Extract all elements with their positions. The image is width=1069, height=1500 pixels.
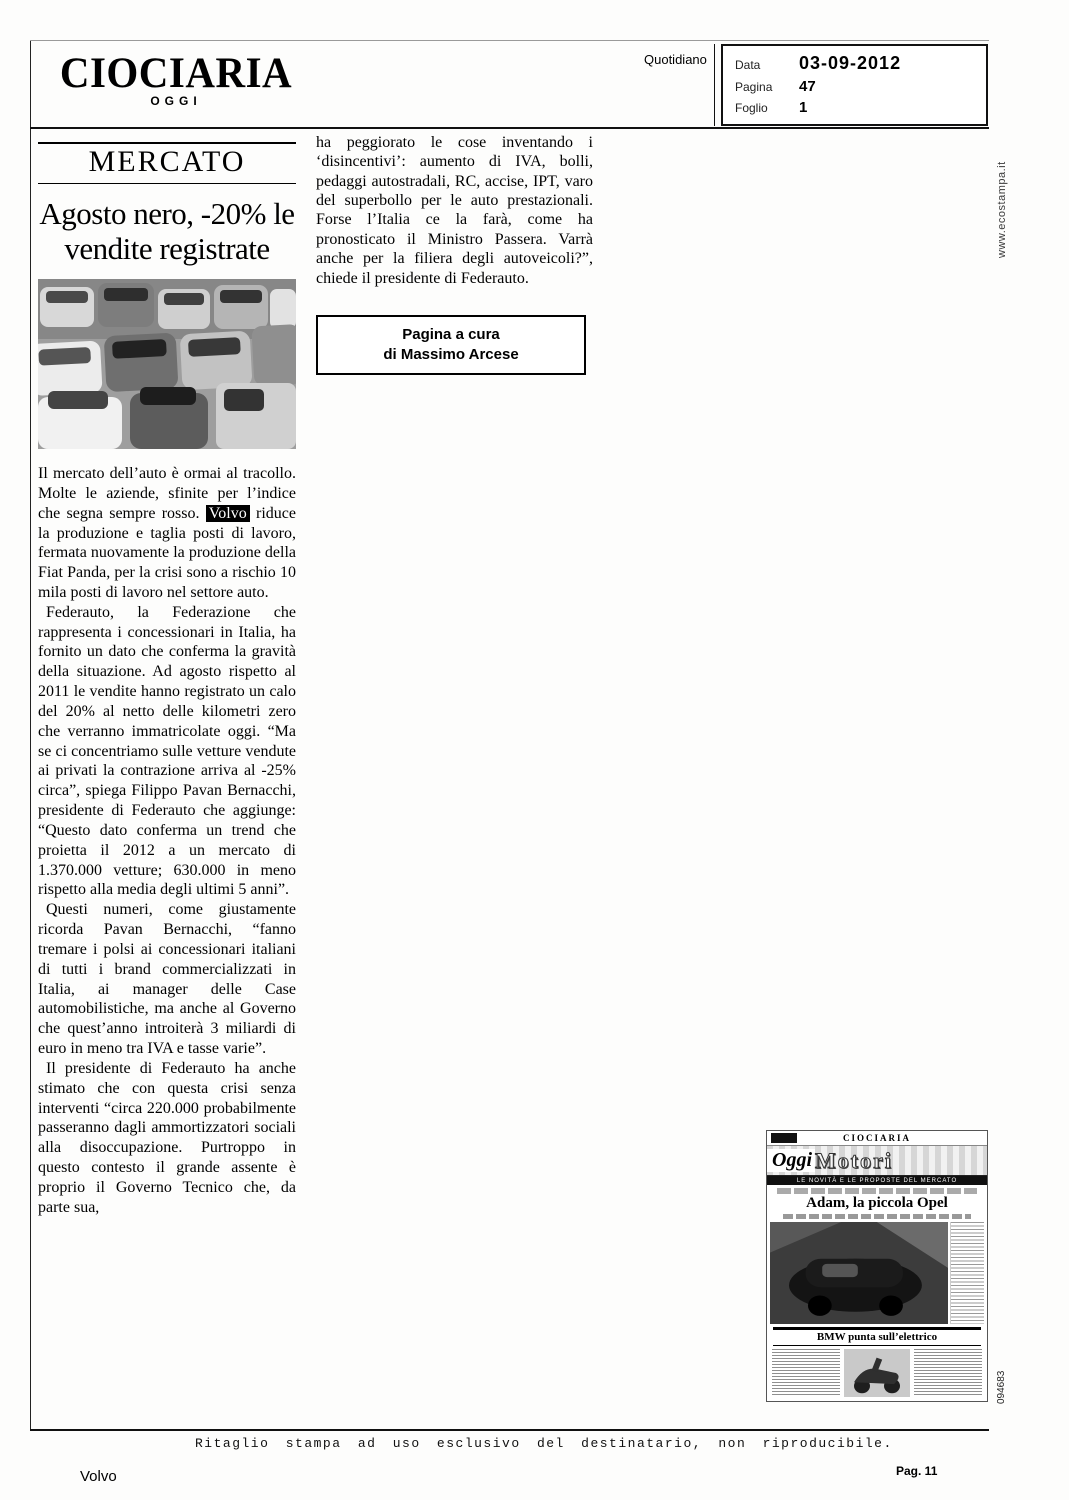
article-paragraph: Federauto, la Federazione che rappresenta i concessionari in Italia, ha fornito un dato che conferma la gravità della situazione. Ad agosto rispetto al 2011 le vendite hanno registrato un calo del 20% al netto delle kilometri zero che verranno immatricolate oggi. “Ma se ci concentriamo sulle vetture vendute ai privati la contrazione arriva al -25% circa”, spiega Filippo Pavan Bernacchi, presidente di Federauto che aggiunge: “Questo dato conferma un trend che proietta il 2012 a un mercato di 1.370.000 vetture; 630.000 in meno rispetto alla media degli ultimi 5 anni”. <box>38 603 296 899</box>
newspaper-logo-subtitle: OGGI <box>150 94 202 108</box>
left-frame-line <box>30 40 31 1430</box>
thumb-subheadline-line <box>783 1214 971 1219</box>
thumb-headline: Adam, la piccola Opel <box>806 1195 948 1211</box>
byline-line2: di Massimo Arcese <box>383 346 519 364</box>
article-left-column <box>38 142 296 1218</box>
meta-label-data: Data <box>735 58 761 72</box>
meta-row-pagina <box>735 78 976 95</box>
article-body <box>38 464 296 1217</box>
page-reference: Pag. 11 <box>896 1464 938 1478</box>
thumb-car-photo <box>770 1222 948 1324</box>
thumb-masthead <box>767 1146 987 1176</box>
thumb-bmw-headline: BMW punta sull’elettrico <box>773 1327 981 1346</box>
thumb-text-column <box>772 1349 840 1397</box>
header-divider <box>30 127 989 129</box>
article-lead-paragraph <box>38 464 296 603</box>
thumb-text-column <box>914 1349 982 1397</box>
lead-text-after: riduce la produzione e taglia posti di lavoro, fermata nuovamente la produzione della Fiat Panda, per la crisi sono a rischio 10 mila posti di lavoro nel settore auto. <box>38 504 296 601</box>
thumb-smalltext-line <box>777 1188 977 1194</box>
meta-value-foglio: 1 <box>799 99 808 116</box>
highlighted-keyword: Volvo <box>206 505 250 522</box>
meta-value-pagina: 47 <box>799 78 816 95</box>
thumb-mini-masthead: CIOCIARIA <box>842 1133 911 1143</box>
thumb-scooter-photo <box>844 1349 910 1397</box>
ecostampa-watermark: www.ecostampa.it <box>996 161 1008 258</box>
meta-value-data: 03-09-2012 <box>799 53 902 73</box>
article-paragraph: Questi numeri, come giustamente ricorda Pavan Bernacchi, “fanno tremare i polsi ai concessionari italiani di tutti i brand commercializzati in Italia, ai manager delle Case automobilistiche, ma anche al Governo che quest’anno introiterà 3 miliardi di euro in meno tra IVA e tasse varie”. <box>38 901 296 1058</box>
thumb-logo-block <box>771 1133 797 1143</box>
article-middle-column <box>316 133 593 375</box>
thumb-bottom-row <box>767 1346 987 1400</box>
clipping-keyword: Volvo <box>80 1468 117 1485</box>
meta-label-pagina: Pagina <box>735 80 773 94</box>
publication-type-label: Quotidiano <box>644 52 707 67</box>
related-page-thumbnail <box>766 1130 988 1402</box>
article-kicker: MERCATO <box>38 142 296 184</box>
article-continuation: ha peggiorato le cose inventando i ‘disincentivi’: aumento di IVA, bolli, pedaggi autostradali, RC, accise, IPT, varo del superbollo per le auto prestazionali. Forse l’Italia ce la farà, come ha pronosticato il Ministro Passera. Varrà anche per la filiera degli autoveicoli?”, chiede il presidente di Federauto. <box>316 134 593 287</box>
byline-line1: Pagina a cura <box>402 325 500 343</box>
article-paragraph: Il presidente di Federauto ha anche stimato che con questa crisi senza interventi “circa 220.000 probabilmente passeranno dagli ammortizzatori sociali alla disoccupazione. Purtroppo in questo contesto il grande assente è proprio il Governo Tecnico che, da parte sua, <box>38 1059 296 1216</box>
byline-box <box>316 315 586 376</box>
meta-row-foglio <box>735 99 976 116</box>
meta-box-double-line <box>714 44 715 126</box>
thumb-top-strip <box>767 1131 987 1146</box>
top-frame-line <box>30 40 989 41</box>
lead-text-before: Il mercato dell’auto è ormai al tracollo. Molte le aziende, sfinite per l’indice che segna sempre rosso. <box>38 465 296 522</box>
thumb-masthead-motori: Motori <box>815 1147 893 1173</box>
parking-lot-photo <box>38 279 296 449</box>
meta-row-data <box>735 53 976 74</box>
thumb-tagline: LE NOVITÀ E LE PROPOSTE DEL MERCATO <box>767 1176 987 1185</box>
thumb-photo-row <box>767 1222 987 1324</box>
newspaper-logo <box>56 47 296 108</box>
meta-label-foglio: Foglio <box>735 101 768 115</box>
article-headline: Agosto nero, -20% le vendite registrate <box>39 196 295 267</box>
newspaper-logo-title: CIOCIARIA <box>59 47 293 97</box>
thumb-side-text-column <box>950 1222 984 1324</box>
clipping-meta-box <box>721 44 988 126</box>
thumb-masthead-oggi: Oggi <box>767 1149 815 1172</box>
ritaglio-disclaimer: Ritaglio stampa ad uso esclusivo del destinatario, non riproducibile. <box>195 1436 893 1451</box>
clipping-code: 094683 <box>996 1370 1007 1404</box>
footer-divider <box>30 1429 989 1431</box>
